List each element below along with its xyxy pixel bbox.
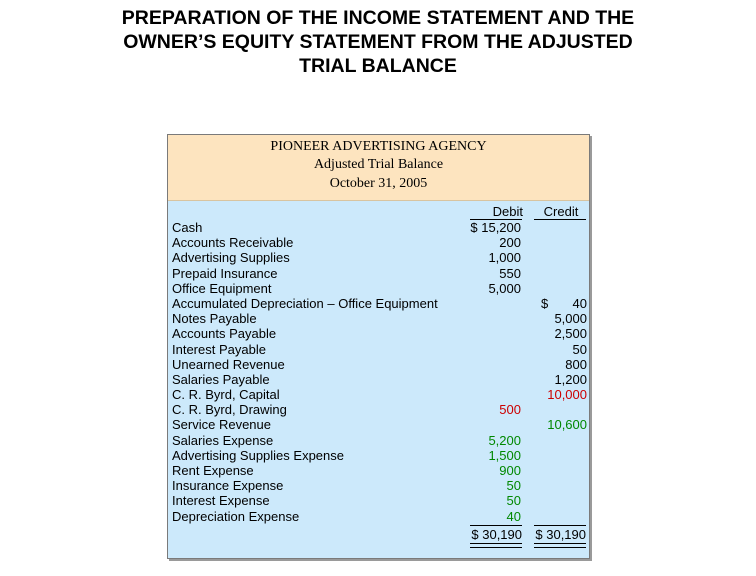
account-name: C. R. Byrd, Drawing xyxy=(172,402,287,418)
account-name: Accounts Payable xyxy=(172,326,277,342)
report-date: October 31, 2005 xyxy=(329,176,428,191)
account-name: Insurance Expense xyxy=(172,478,284,494)
debit-amount: 500 xyxy=(499,402,521,418)
credit-amount: 10,000 xyxy=(547,387,587,403)
credit-column-header: Credit xyxy=(543,204,579,219)
table-row xyxy=(172,478,588,493)
account-name: Interest Payable xyxy=(172,341,266,357)
table-row xyxy=(172,357,588,372)
table-row xyxy=(172,509,588,524)
account-name: Service Revenue xyxy=(172,417,271,433)
account-name: C. R. Byrd, Capital xyxy=(172,387,280,403)
account-rows xyxy=(172,220,588,524)
slide-title-line-2: OWNER’S EQUITY STATEMENT FROM THE ADJUSTED xyxy=(123,31,633,53)
account-name: Accounts Receivable xyxy=(172,235,294,251)
table-row xyxy=(172,463,588,478)
company-name: PIONEER ADVERTISING AGENCY xyxy=(270,139,487,154)
credit-total: $ 30,190 xyxy=(535,527,586,542)
debit-amount: 5,200 xyxy=(488,432,521,448)
credit-total-rule xyxy=(534,525,586,526)
table-row xyxy=(172,311,588,326)
account-name: Salaries Expense xyxy=(172,432,274,448)
debit-amount: $ 15,200 xyxy=(470,220,521,235)
account-name: Advertising Supplies xyxy=(172,250,290,266)
slide-title-line-3: TRIAL BALANCE xyxy=(299,55,457,77)
table-row xyxy=(172,433,588,448)
credit-amount: 2,500 xyxy=(554,326,587,342)
account-name: Notes Payable xyxy=(172,311,257,327)
table-row xyxy=(172,296,588,311)
table-row xyxy=(172,387,588,402)
debit-amount: 900 xyxy=(499,463,521,478)
account-name: Depreciation Expense xyxy=(172,508,300,524)
slide-title-line-1: PREPARATION OF THE INCOME STATEMENT AND THE xyxy=(121,7,635,29)
table-row xyxy=(172,281,588,296)
account-name: Unearned Revenue xyxy=(172,356,285,372)
credit-double-underline xyxy=(534,543,586,548)
credit-amount: 40 xyxy=(572,295,587,311)
table-row xyxy=(172,342,588,357)
debit-amount: 200 xyxy=(499,235,521,251)
debit-amount: 5,000 xyxy=(488,280,521,296)
debit-total: $ 30,190 xyxy=(471,527,522,542)
account-name: Prepaid Insurance xyxy=(172,265,278,281)
credit-amount: 5,000 xyxy=(554,311,587,327)
account-name: Office Equipment xyxy=(172,280,272,296)
debit-amount: 50 xyxy=(506,493,521,509)
debit-amount: 1,500 xyxy=(488,447,521,463)
account-name: Cash xyxy=(172,220,203,235)
table-row xyxy=(172,493,588,508)
credit-amount: 50 xyxy=(572,341,587,357)
debit-amount: 550 xyxy=(499,265,521,281)
debit-amount: 50 xyxy=(506,478,521,494)
account-name: Rent Expense xyxy=(172,463,254,478)
credit-dollar-sign: $ xyxy=(541,295,549,311)
slide-title xyxy=(0,6,756,78)
account-name: Advertising Supplies Expense xyxy=(172,447,344,463)
table-row xyxy=(172,372,588,387)
debit-amount: 1,000 xyxy=(488,250,521,266)
trial-balance-header xyxy=(168,135,589,201)
account-name: Accumulated Depreciation – Office Equipment xyxy=(172,295,438,311)
report-name: Adjusted Trial Balance xyxy=(313,157,444,172)
debit-column-header: Debit xyxy=(492,204,523,219)
trial-balance-card xyxy=(167,134,590,559)
table-row xyxy=(172,448,588,463)
debit-total-rule xyxy=(470,525,522,526)
account-name: Interest Expense xyxy=(172,493,270,509)
debit-amount: 40 xyxy=(506,508,521,524)
account-name: Salaries Payable xyxy=(172,371,270,387)
debit-double-underline xyxy=(470,543,522,548)
table-row xyxy=(172,402,588,417)
table-row xyxy=(172,326,588,341)
credit-amount: 800 xyxy=(565,356,587,372)
table-row xyxy=(172,417,588,432)
credit-amount: 10,600 xyxy=(547,417,587,433)
table-row xyxy=(172,220,588,235)
credit-amount: 1,200 xyxy=(554,371,587,387)
table-row xyxy=(172,235,588,250)
table-row xyxy=(172,250,588,265)
table-row xyxy=(172,266,588,281)
